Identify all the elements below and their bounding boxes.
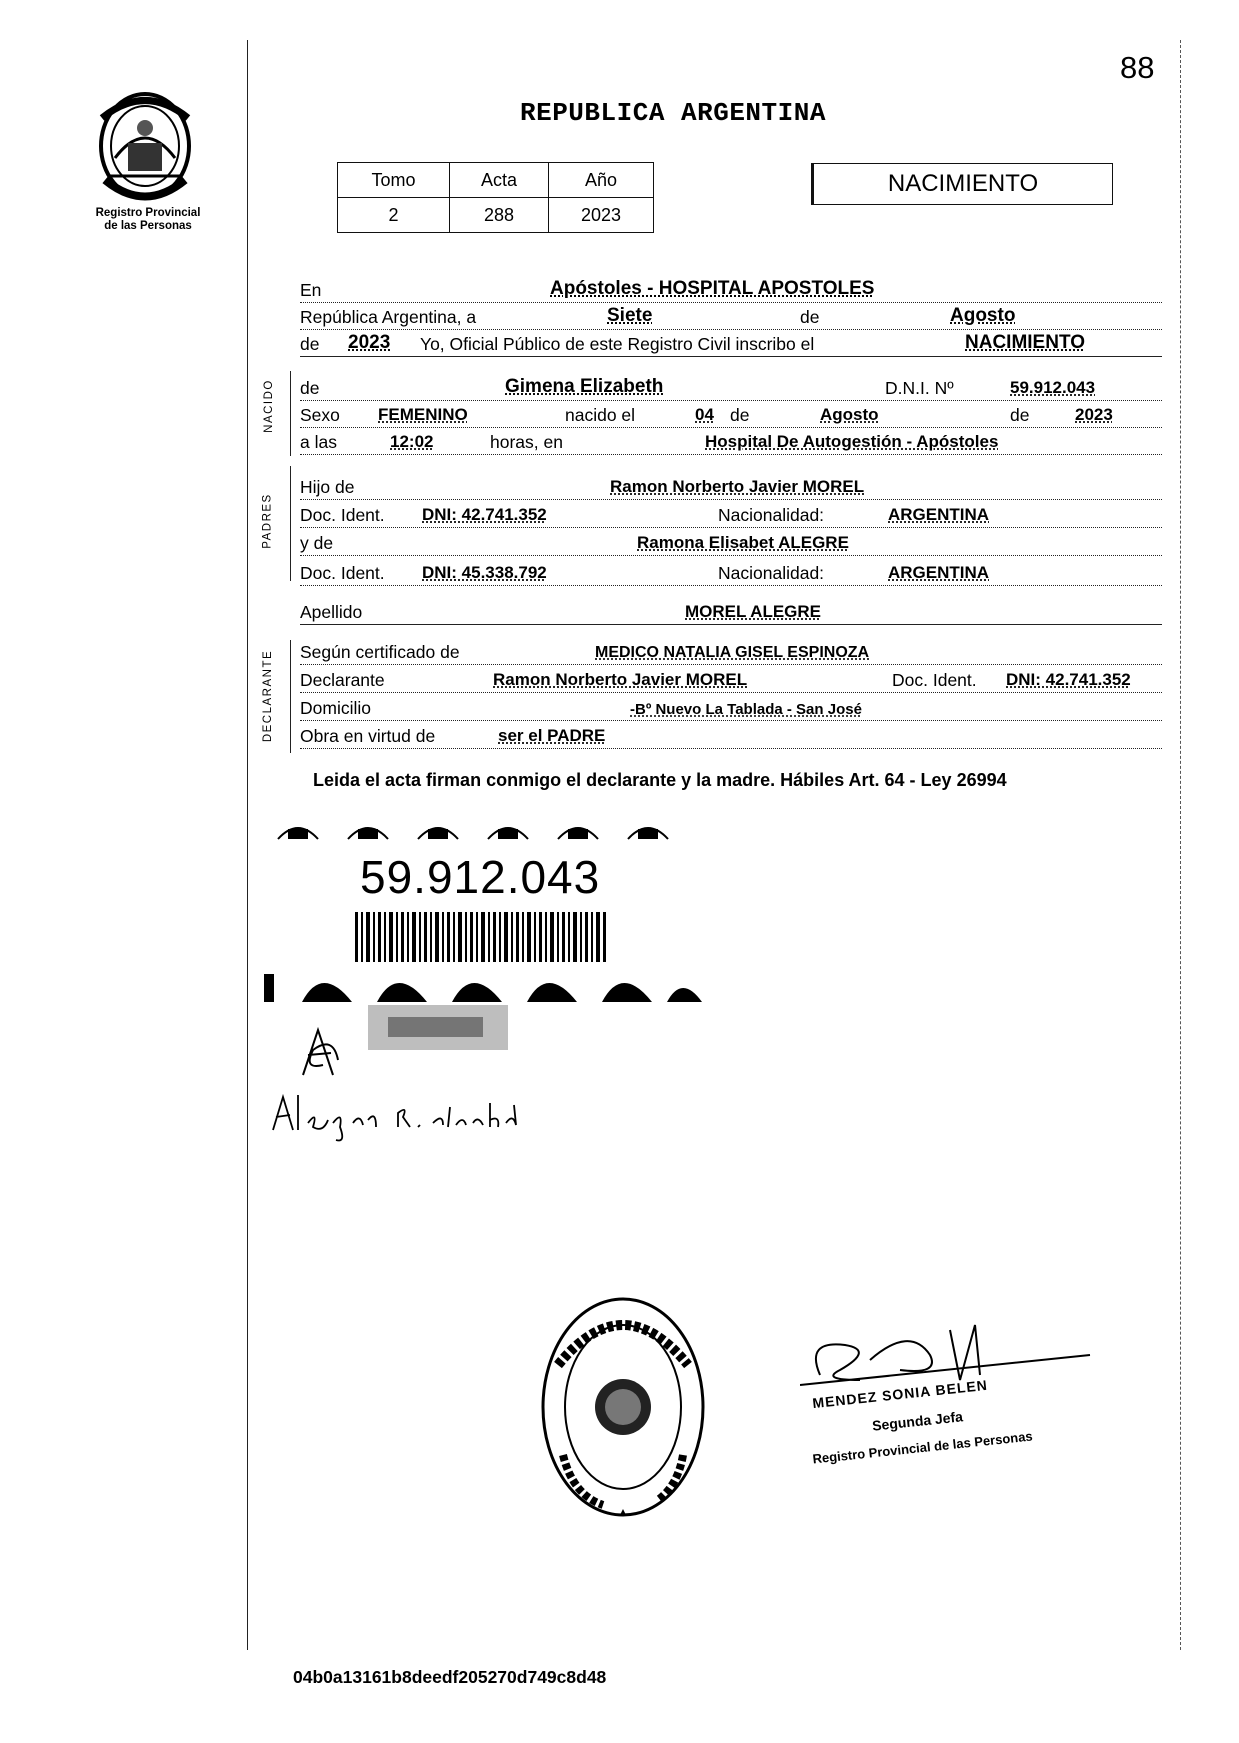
- declarante-doc-label: Doc. Ident.: [892, 670, 977, 690]
- register-value-ano: 2023: [549, 198, 654, 233]
- obra-label: Obra en virtud de: [300, 726, 436, 746]
- handwritten-signature-mother: [268, 1085, 518, 1145]
- register-header-tomo: Tomo: [338, 163, 450, 198]
- row-officer: [300, 330, 1162, 357]
- left-margin-line: [247, 40, 248, 1650]
- officer-role: Segunda Jefa: [871, 1408, 964, 1434]
- declarante-doc-value: DNI: 42.741.352: [1006, 670, 1131, 689]
- document-hash: 04b0a13161b8deedf205270d749c8d48: [293, 1667, 607, 1687]
- document-title: REPUBLICA ARGENTINA: [520, 98, 826, 128]
- row-domicilio: [300, 694, 1162, 721]
- declarante-side-label: DECLARANTE: [262, 649, 275, 743]
- officer-name: MENDEZ SONIA BELEN: [811, 1376, 989, 1412]
- declarante-name-value: Ramon Norberto Javier MOREL: [493, 670, 748, 689]
- act-type-box: NACIMIENTO: [811, 163, 1113, 205]
- mother-nationality-label: Nacionalidad:: [718, 563, 825, 583]
- father-nationality-value: ARGENTINA: [888, 505, 990, 524]
- closing-text: Leida el acta firman conmigo el declarante y la madre. Hábiles Art. 64 - Ley 26994: [313, 770, 1007, 790]
- nacido-de-label: de: [300, 378, 320, 398]
- birth-place-value: Hospital De Autogestión - Apóstoles: [705, 432, 999, 451]
- nacido-bar: [290, 371, 291, 456]
- declarante-bar: [290, 640, 291, 753]
- domicilio-value: -Bº Nuevo La Tablada - San José: [630, 701, 862, 718]
- cert-value: MEDICO NATALIA GISEL ESPINOZA: [595, 644, 870, 661]
- cert-label: Según certificado de: [300, 642, 460, 662]
- birth-month-value: Agosto: [820, 405, 879, 424]
- issuer-caption: [86, 207, 210, 233]
- handwritten-initial-icon: [293, 1025, 353, 1080]
- row-mother-doc: [300, 559, 1162, 586]
- padres-bar: [290, 466, 291, 581]
- day-word-value: Siete: [607, 305, 653, 326]
- hour-label: a las: [300, 432, 337, 452]
- child-dni-value: 59.912.043: [1010, 378, 1096, 397]
- row-nacido-sexo: [300, 401, 1162, 428]
- row-nacido-name: [300, 374, 1162, 401]
- birth-de-label-2: de: [1010, 405, 1030, 425]
- republic-label: República Argentina, a: [300, 307, 477, 327]
- mother-doc-label: Doc. Ident.: [300, 563, 385, 583]
- father-name-value: Ramon Norberto Javier MOREL: [610, 477, 865, 496]
- row-y-de: [300, 529, 1162, 556]
- y-de-label: y de: [300, 533, 334, 553]
- de-label: de: [800, 307, 820, 327]
- month-word-value: Agosto: [950, 305, 1016, 326]
- obra-value: ser el PADRE: [498, 726, 606, 745]
- en-label: En: [300, 280, 322, 300]
- security-pattern-top: [268, 815, 708, 843]
- mother-name-value: Ramona Elisabet ALEGRE: [637, 533, 849, 552]
- birth-day-value: 04: [695, 405, 714, 424]
- domicilio-label: Domicilio: [300, 698, 371, 718]
- register-table: [337, 162, 654, 233]
- row-republica: [300, 303, 1162, 330]
- officer-org: Registro Provincial de las Personas: [811, 1428, 1034, 1467]
- birth-year-value: 2023: [1075, 405, 1113, 424]
- birth-time-value: 12:02: [390, 432, 434, 451]
- de-label-2: de: [300, 334, 320, 354]
- stamp-smudge: [368, 1005, 508, 1050]
- apellido-value: MOREL ALEGRE: [685, 602, 822, 621]
- father-doc-label: Doc. Ident.: [300, 505, 385, 525]
- row-hijo-de: [300, 473, 1162, 500]
- row-father-doc: [300, 501, 1162, 528]
- row-certificado: [300, 638, 1162, 665]
- issuer-line-2: de las Personas: [104, 220, 192, 232]
- nacido-side-label: NACIDO: [262, 379, 275, 433]
- row-apellido: [300, 598, 1162, 625]
- act-value: NACIMIENTO: [965, 332, 1085, 353]
- officer-text: Yo, Oficial Público de este Registro Civil inscribo el: [420, 334, 815, 354]
- row-en: [300, 276, 1162, 303]
- misiones-crest-icon: [90, 88, 200, 208]
- child-name-value: Gimena Elizabeth: [505, 376, 664, 397]
- padres-side-label: PADRES: [261, 493, 274, 549]
- sexo-label: Sexo: [300, 405, 340, 425]
- nacido-el-label: nacido el: [565, 405, 636, 425]
- page-number: 88: [1120, 50, 1155, 85]
- apellido-label: Apellido: [300, 602, 363, 622]
- dni-label: D.N.I. Nº: [885, 378, 954, 398]
- place-label: horas, en: [490, 432, 563, 452]
- register-header-acta: Acta: [450, 163, 549, 198]
- mother-doc-value: DNI: 45.338.792: [422, 563, 547, 582]
- issuer-line-1: Registro Provincial: [95, 207, 201, 219]
- father-nationality-label: Nacionalidad:: [718, 505, 825, 525]
- security-pattern-bottom: [262, 962, 712, 1004]
- birth-de-label: de: [730, 405, 750, 425]
- official-seal-icon: [538, 1295, 708, 1520]
- row-obra: [300, 722, 1162, 749]
- row-nacido-hora: [300, 428, 1162, 455]
- register-header-ano: Año: [549, 163, 654, 198]
- dni-sticker-number: 59.912.043: [360, 851, 601, 903]
- year-value: 2023: [348, 332, 391, 353]
- register-value-tomo: 2: [338, 198, 450, 233]
- father-doc-value: DNI: 42.741.352: [422, 505, 547, 524]
- declarante-label: Declarante: [300, 670, 385, 690]
- right-margin-line: [1180, 40, 1181, 1650]
- register-header-row: [338, 163, 654, 198]
- register-value-acta: 288: [450, 198, 549, 233]
- barcode-icon: [355, 912, 610, 962]
- sexo-value: FEMENINO: [378, 405, 468, 424]
- mother-nationality-value: ARGENTINA: [888, 563, 990, 582]
- row-declarante: [300, 666, 1162, 693]
- place-value: Apóstoles - HOSPITAL APOSTOLES: [550, 278, 875, 299]
- hijo-de-label: Hijo de: [300, 477, 355, 497]
- register-value-row: [338, 198, 654, 233]
